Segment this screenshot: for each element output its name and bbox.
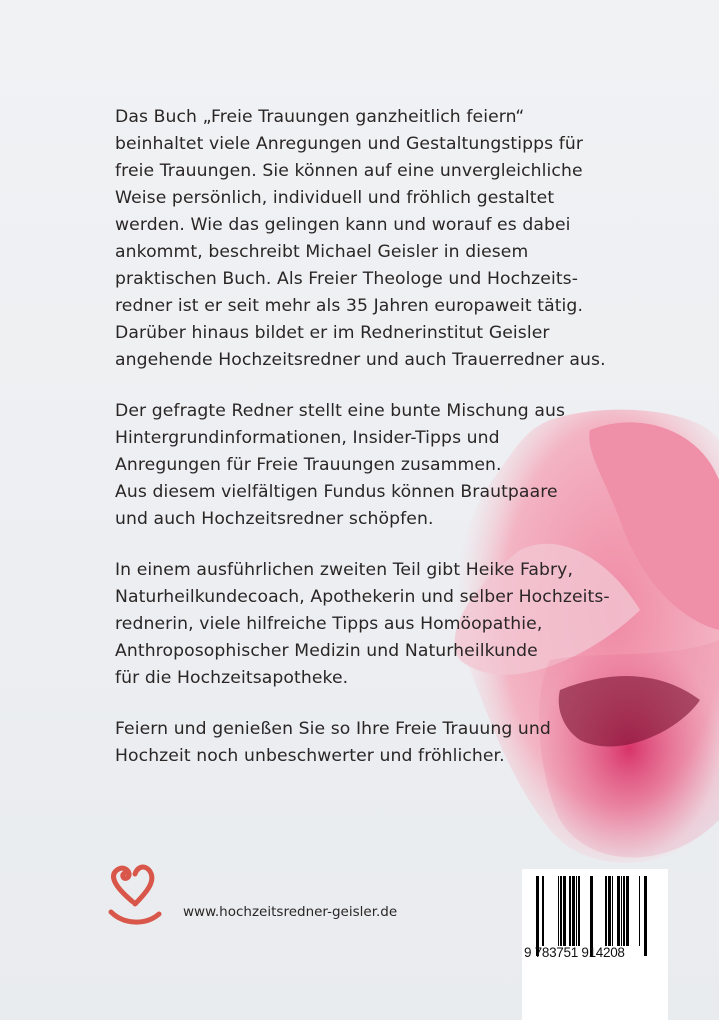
text-line: Weise persönlich, individuell und fröhlich gestaltet xyxy=(115,188,555,208)
barcode-bar xyxy=(608,876,611,946)
barcode-bar xyxy=(644,876,647,956)
text-line: ankommt, beschreibt Michael Geisler in diesem xyxy=(115,242,529,262)
barcode-bar xyxy=(626,876,629,946)
barcode-bar xyxy=(617,876,620,946)
text-line: In einem ausführlichen zweiten Teil gibt Heike Fabry, xyxy=(115,560,574,580)
barcode xyxy=(522,869,668,1020)
text-line: Hochzeit noch unbeschwerter und fröhlicher. xyxy=(115,746,505,766)
text-line: für die Hochzeitsapotheke. xyxy=(115,668,349,688)
paragraph xyxy=(115,398,635,533)
text-line: beinhaltet viele Anregungen und Gestaltungstipps für xyxy=(115,134,584,154)
barcode-bar xyxy=(612,876,613,946)
website-link[interactable]: www.hochzeitsredner-geisler.de xyxy=(183,904,398,920)
paragraph xyxy=(115,557,635,692)
text-line: Hintergrundinformationen, Insider-Tipps und xyxy=(115,428,500,448)
barcode-bar xyxy=(621,876,622,946)
barcode-bar xyxy=(572,876,575,946)
description-text xyxy=(115,104,635,794)
barcode-bar xyxy=(560,876,562,946)
text-line: rednerin, viele hilfreiche Tipps aus Homöopathie, xyxy=(115,614,543,634)
heart-logo-icon xyxy=(105,862,165,928)
text-line: redner ist er seit mehr als 35 Jahren europaweit tätig. xyxy=(115,296,584,316)
text-line: Das Buch „Freie Trauungen ganzheitlich feiern“ xyxy=(115,107,525,127)
text-line: und auch Hochzeitsredner schöpfen. xyxy=(115,509,434,529)
text-line: Anregungen für Freie Trauungen zusammen. xyxy=(115,455,502,475)
barcode-bars xyxy=(536,876,648,956)
text-line: Aus diesem vielfältigen Fundus können Brautpaare xyxy=(115,482,558,502)
barcode-bar xyxy=(623,876,625,946)
barcode-bar xyxy=(569,876,571,946)
barcode-bar xyxy=(576,876,577,946)
text-line: Feiern und genießen Sie so Ihre Freie Trauung und xyxy=(115,719,551,739)
text-line: Naturheilkundecoach, Apothekerin und selber Hochzeits- xyxy=(115,587,610,607)
text-line: Der gefragte Redner stellt eine bunte Mischung aus xyxy=(115,401,566,421)
barcode-bar xyxy=(542,876,544,946)
barcode-bar xyxy=(605,876,607,946)
text-line: werden. Wie das gelingen kann und worauf es dabei xyxy=(115,215,571,235)
text-line: Anthroposophischer Medizin und Naturheilkunde xyxy=(115,641,538,661)
barcode-bar xyxy=(578,876,580,946)
text-line: Darüber hinaus bildet er im Rednerinstitut Geisler xyxy=(115,323,550,343)
text-line: freie Trauungen. Sie können auf eine unvergleichliche xyxy=(115,161,583,181)
barcode-bar xyxy=(590,876,593,956)
barcode-bar xyxy=(536,876,539,956)
text-line: angehende Hochzeitsredner und auch Trauerredner aus. xyxy=(115,350,606,370)
barcode-bar xyxy=(639,876,640,946)
barcode-bar xyxy=(558,876,559,946)
paragraph xyxy=(115,104,635,374)
barcode-bar xyxy=(563,876,566,946)
text-line: praktischen Buch. Als Freier Theologe und Hochzeits- xyxy=(115,269,579,289)
isbn-number: 9 783751 914208 xyxy=(524,945,625,960)
paragraph xyxy=(115,716,635,770)
